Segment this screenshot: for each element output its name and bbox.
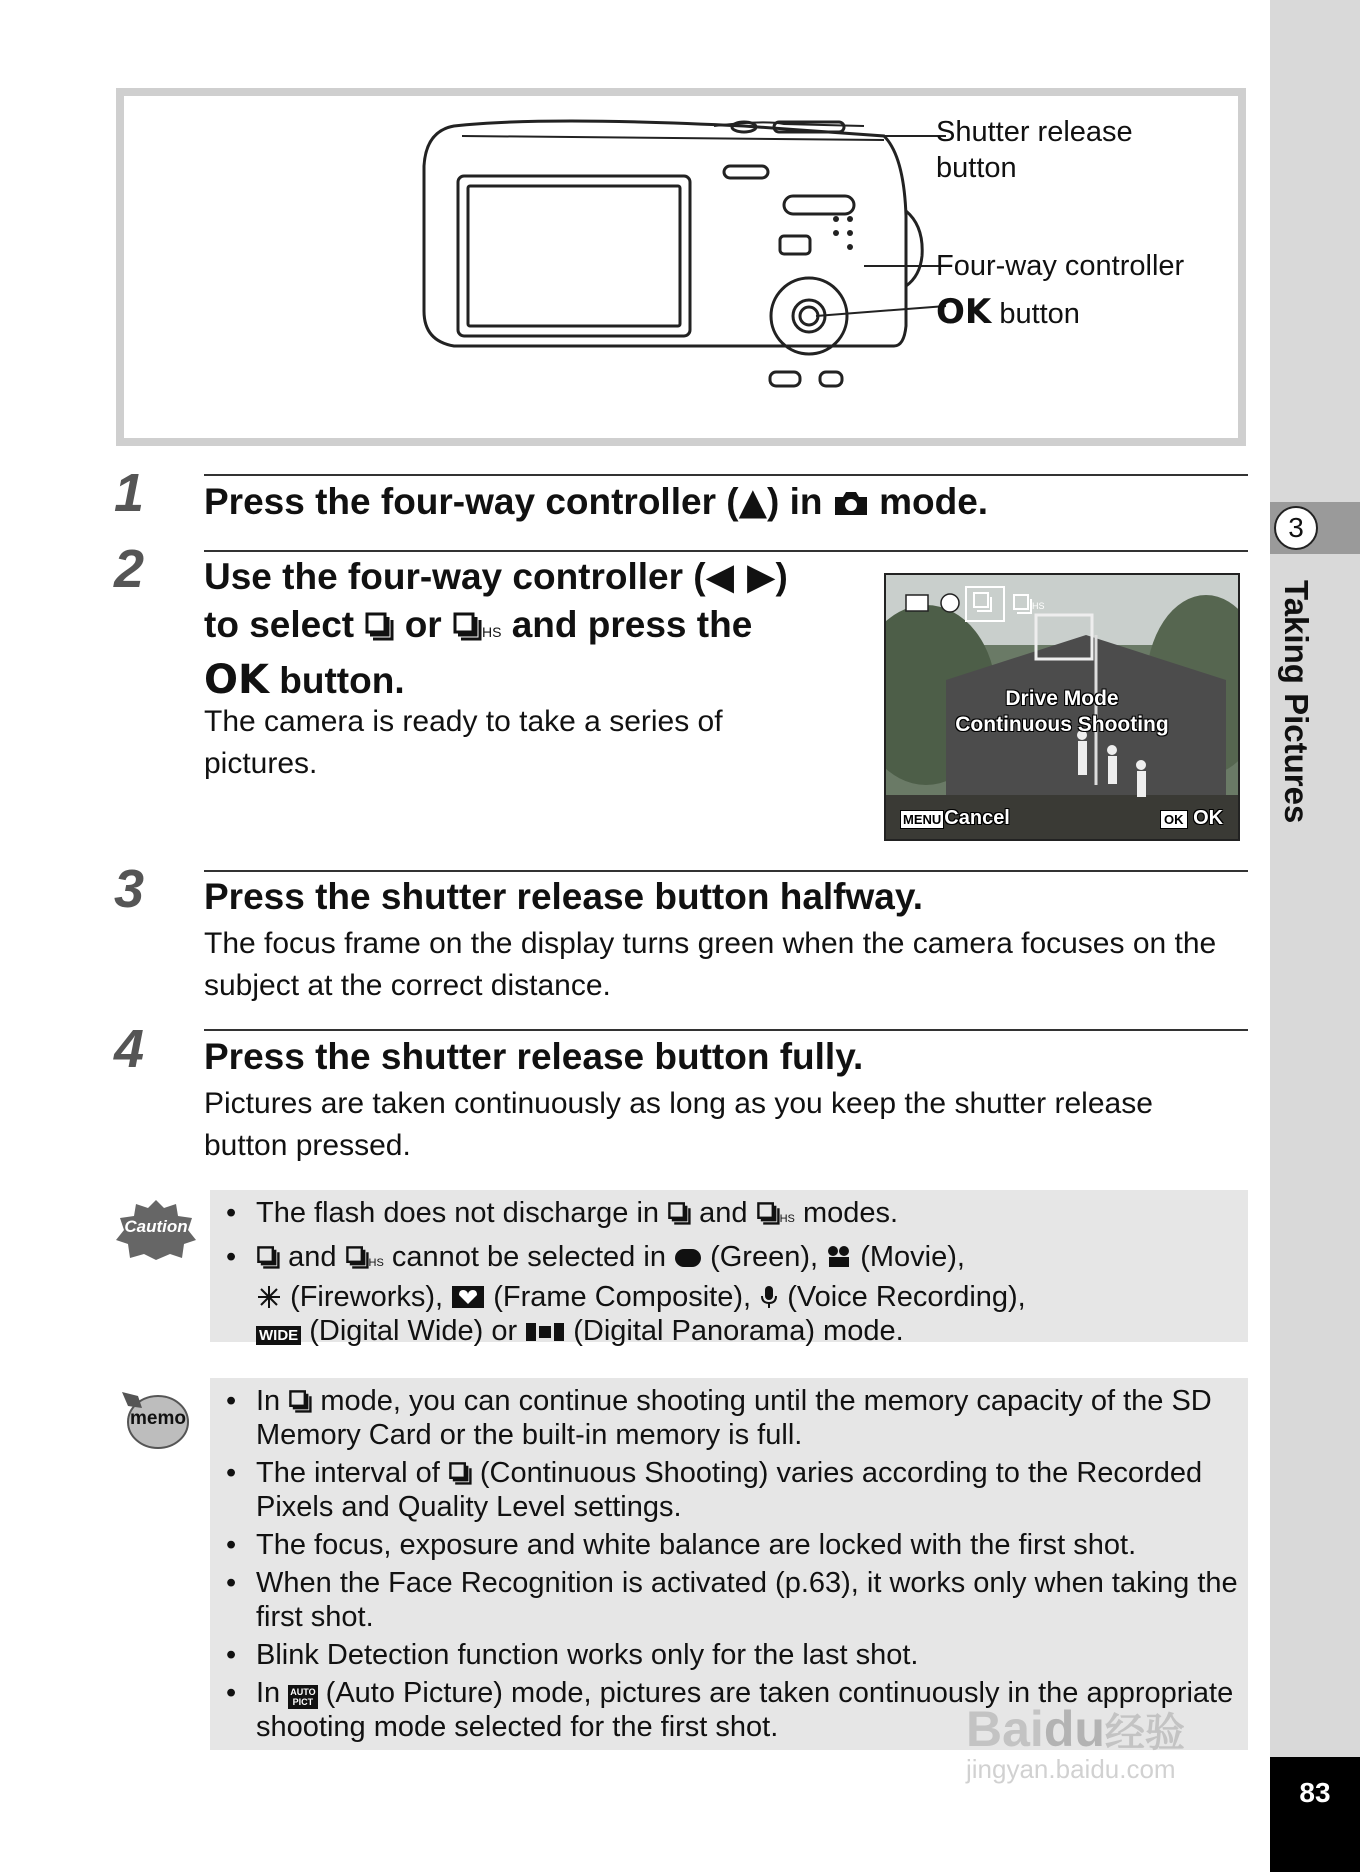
baidu-watermark — [966, 1700, 1266, 1820]
callout-ok-label: button — [999, 298, 1080, 330]
auto-picture-icon-line: PICT — [292, 1697, 314, 1707]
continuous-shooting-icon — [667, 1201, 691, 1225]
watermark-du: du — [1043, 1701, 1105, 1757]
step-2-title-part: ) — [775, 556, 788, 597]
caution-text: modes. — [802, 1197, 899, 1229]
memo-text: (Auto Picture) mode, pictures are taken continuously in the appropriate shooting mode selected for the first shot. — [256, 1677, 1234, 1743]
microphone-icon — [759, 1284, 779, 1310]
step-1-rule — [204, 474, 1248, 476]
step-2-title-part: button. — [279, 660, 405, 701]
camera-illustration-frame — [116, 88, 1246, 446]
ok-label: OK — [1193, 807, 1224, 829]
caution-text: (Voice Recording), — [787, 1281, 1026, 1313]
screen-menu-cancel[interactable] — [900, 807, 1010, 830]
burst-shooting-icon — [345, 1245, 369, 1269]
memo-item: • When the Face Recognition is activated (p.63), it works only when taking the first shot. — [210, 1566, 1248, 1634]
memo-item: • Blink Detection function works only for the last shot. — [210, 1638, 1248, 1672]
watermark-url: jingyan.baidu.com — [966, 1754, 1176, 1784]
wide-icon: WIDE — [256, 1326, 301, 1345]
step-3-title: Press the shutter release button halfway. — [204, 876, 923, 917]
camera-icon — [833, 489, 869, 517]
step-3-body: The focus frame on the display turns green when the camera focuses on the subject at the correct distance. — [204, 927, 1217, 1002]
step-2-title-part: Use the four-way controller ( — [204, 556, 706, 597]
callout-four-way-controller: Four-way controller — [936, 250, 1185, 282]
caution-text: (Digital Wide) or — [309, 1315, 518, 1347]
caution-text: (Movie), — [860, 1241, 965, 1273]
camera-lcd-screenshot — [884, 573, 1240, 841]
ok-symbol: OK — [204, 657, 269, 703]
green-mode-icon — [674, 1248, 702, 1268]
screen-continuous-shooting-label: Continuous Shooting — [955, 713, 1169, 736]
chapter-number: 3 — [1274, 506, 1318, 550]
page-number: 83 — [1270, 1757, 1360, 1872]
continuous-shooting-icon — [288, 1389, 312, 1413]
step-3-rule — [204, 870, 1248, 872]
chapter-title: Taking Pictures — [1278, 580, 1315, 824]
continuous-shooting-icon — [256, 1245, 280, 1269]
memo-text: (Continuous Shooting) varies according to the Recorded Pixels and Quality Level settings. — [256, 1457, 1203, 1523]
caution-badge-label: Caution — [124, 1217, 188, 1236]
chapter-side-tab — [1270, 0, 1360, 1872]
step-4-rule — [204, 1029, 1248, 1031]
memo-text: The interval of — [256, 1457, 440, 1489]
step-3-number: 3 — [114, 859, 145, 919]
caution-item — [210, 1196, 1248, 1236]
fireworks-icon — [256, 1284, 282, 1310]
frame-composite-icon — [451, 1285, 485, 1309]
hs-subscript: HS — [481, 624, 502, 640]
step-4-number: 4 — [114, 1019, 145, 1079]
memo-item — [210, 1456, 1248, 1524]
memo-text: In — [256, 1385, 281, 1417]
up-arrow-icon: ▲ — [738, 480, 768, 523]
watermark-brand: Bai — [966, 1701, 1044, 1757]
memo-badge-label: memo — [130, 1408, 186, 1429]
step-2-title — [204, 553, 864, 705]
callout-shutter-line1: Shutter release — [936, 116, 1133, 148]
memo-text: mode, you can continue shooting until the memory capacity of the SD Memory Card or the built-in memory is full. — [256, 1385, 1212, 1451]
screen-hs-label: HS — [1032, 601, 1045, 611]
screen-ok[interactable] — [1160, 807, 1223, 830]
caution-text: The flash does not discharge in — [256, 1197, 660, 1229]
callout-shutter-line2: button — [936, 152, 1017, 184]
callout-shutter-release — [936, 114, 1133, 186]
hs-subscript: HS — [779, 1213, 795, 1225]
ok-symbol: OK — [936, 292, 992, 332]
cancel-label: Cancel — [944, 807, 1010, 829]
caution-item — [210, 1240, 1248, 1353]
ok-key-icon: OK — [1160, 810, 1188, 829]
left-right-arrows-icon: ◀ ▶ — [705, 555, 776, 598]
caution-text: (Fireworks), — [290, 1281, 444, 1313]
hs-subscript: HS — [368, 1257, 384, 1269]
digital-panorama-icon — [525, 1321, 565, 1343]
step-1-title-part: Press the four-way controller ( — [204, 481, 739, 522]
caution-text: (Frame Composite), — [493, 1281, 752, 1313]
step-4-title: Press the shutter release button fully. — [204, 1036, 864, 1077]
caution-box — [210, 1190, 1248, 1347]
memo-item — [210, 1384, 1248, 1452]
step-2-title-part: to select — [204, 604, 355, 645]
step-2-rule — [204, 550, 1248, 552]
step-1-title-part: mode. — [879, 481, 989, 522]
continuous-shooting-icon — [364, 611, 394, 641]
menu-key-icon: MENU — [900, 810, 944, 829]
memo-box — [210, 1378, 1248, 1750]
memo-item: • The focus, exposure and white balance are locked with the first shot. — [210, 1528, 1248, 1562]
callout-ok-button — [936, 294, 1080, 332]
screen-drive-mode-label: Drive Mode — [1005, 687, 1119, 710]
step-1-number: 1 — [114, 463, 145, 523]
step-2-number: 2 — [114, 539, 145, 599]
caution-text: (Green), — [710, 1241, 819, 1273]
caution-text: and — [699, 1197, 748, 1229]
auto-picture-icon-line: AUTO — [290, 1687, 316, 1697]
step-4-body: Pictures are taken continuously as long as you keep the shutter release button pressed. — [204, 1087, 1153, 1162]
memo-text: In — [256, 1677, 281, 1709]
step-2-body: The camera is ready to take a series of pictures. — [204, 705, 723, 780]
movie-icon — [826, 1245, 852, 1269]
step-2-title-part: or — [404, 604, 442, 645]
step-1-title-part: ) in — [767, 481, 823, 522]
caution-text: cannot be selected in — [391, 1241, 666, 1273]
caution-text: and — [288, 1241, 337, 1273]
watermark-cn: 经验 — [1104, 1711, 1185, 1755]
burst-shooting-icon — [756, 1201, 780, 1225]
continuous-shooting-icon — [448, 1461, 472, 1485]
caution-text: (Digital Panorama) mode. — [573, 1315, 904, 1347]
step-2-title-part: and press the — [511, 604, 753, 645]
auto-picture-icon — [288, 1685, 317, 1709]
burst-shooting-icon — [452, 611, 482, 641]
step-1-title — [204, 478, 988, 526]
